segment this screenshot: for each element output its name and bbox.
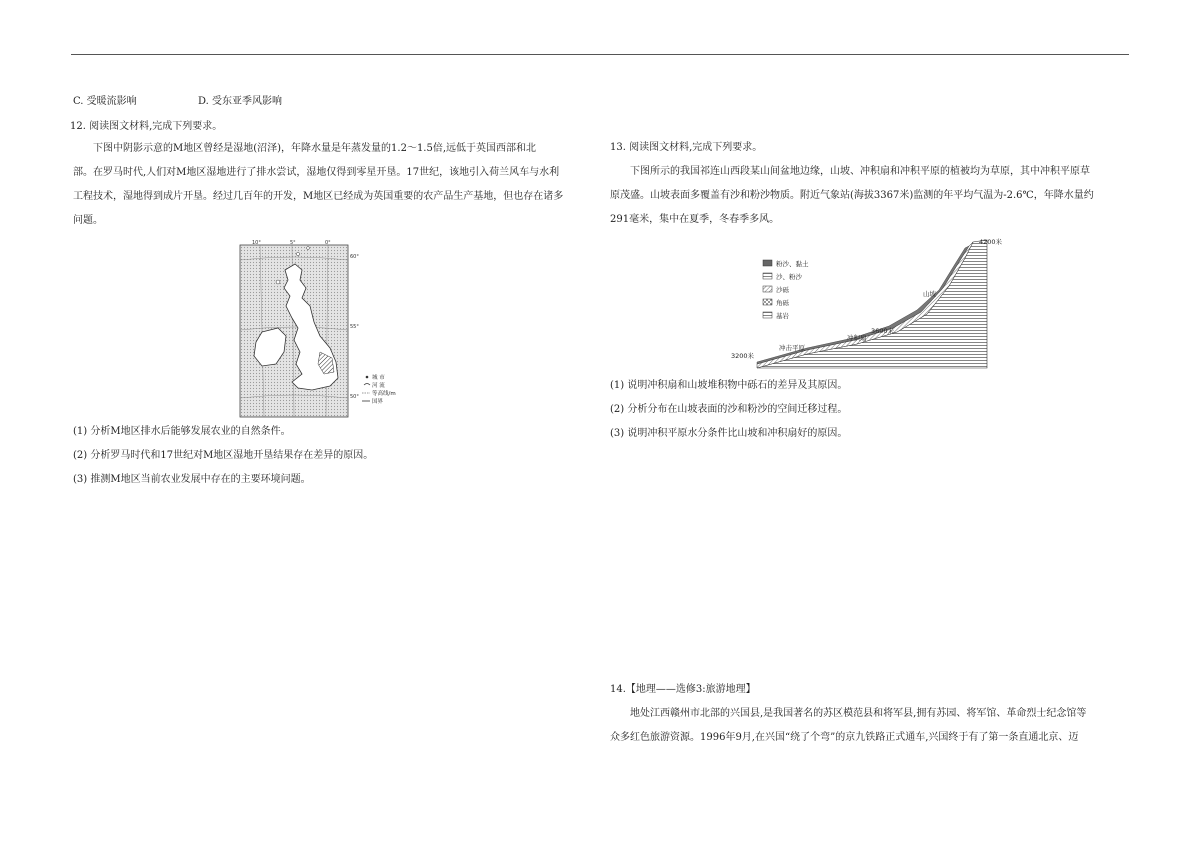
silt-clay-icon <box>763 260 772 266</box>
q12-sub-2: (2) 分析罗马时代和17世纪对M地区湿地开垦结果存在差异的原因。 <box>73 450 374 461</box>
slope-profile-diagram <box>727 236 1027 372</box>
svg-text:55°: 55° <box>350 324 359 330</box>
sand-silt-icon <box>763 273 772 279</box>
label-plain: 冲击平原 <box>779 344 805 352</box>
q12-sub-1: (1) 分析M地区排水后能够发展农业的自然条件。 <box>73 426 291 437</box>
q12-sub-3: (3) 推测M地区当前农业发展中存在的主要环境问题。 <box>73 474 311 485</box>
svg-text:60°: 60° <box>350 254 359 260</box>
option-d: D. 受东亚季风影响 <box>198 96 283 107</box>
q12-para-line: 工程技术，湿地得到成片开垦。经过几百年的开发，M地区已经成为英国重要的农产品生产基地，但也存在诸多 <box>73 191 564 202</box>
q14-para-line: 众多红色旅游资源。1996年9月,在兴国“绕了个弯”的京九铁路正式通车,兴国终于有了第一条直通北京、迈 <box>610 732 1079 743</box>
q13-para-line: 下图所示的我国祁连山西段某山间盆地边缘，山坡、冲积扇和冲积平原的植被均为草原，其中冲积平原草 <box>630 166 1090 177</box>
label-fan: 冲积扇 <box>847 334 867 342</box>
label-3200: 3200米 <box>731 352 755 360</box>
q13-sub-2: (2) 分析分布在山坡表面的沙和粉沙的空间迁移过程。 <box>610 404 848 415</box>
svg-text:沙砾: 沙砾 <box>776 286 789 294</box>
svg-text:粉沙、黏土: 粉沙、黏土 <box>776 260 809 268</box>
britain-map <box>240 240 396 418</box>
q13-para-line: 原茂盛。山坡表面多覆盖有沙和粉沙物质。附近气象站(海拔3367米)监测的年平均气温为-2.6℃，年降水量约 <box>610 190 1094 201</box>
q12-para-line: 下图中阴影示意的M地区曾经是湿地(沼泽)，年降水量是年蒸发量的1.2～1.5倍,远低于英国西部和北 <box>93 143 537 154</box>
q13-sub-3: (3) 说明冲积平原水分条件比山坡和冲积扇好的原因。 <box>610 428 848 439</box>
q14-para-line: 地处江西赣州市北部的兴国县,是我国著名的苏区模范县和将军县,拥有苏园、将军馆、革命烈士纪念馆等 <box>630 708 1087 719</box>
river-icon <box>364 384 370 386</box>
q12-para-line: 问题。 <box>73 215 103 226</box>
header-rule <box>71 54 1129 55</box>
q13-title: 13. 阅读图文材料,完成下列要求。 <box>610 142 763 153</box>
svg-text:50°: 50° <box>350 394 359 400</box>
svg-text:河 流: 河 流 <box>372 383 385 389</box>
svg-text:角砾: 角砾 <box>776 299 789 307</box>
map-legend <box>362 373 396 405</box>
svg-text:城 市: 城 市 <box>372 375 385 381</box>
bedrock-icon <box>763 312 772 318</box>
label-3600: 3600米 <box>871 327 895 335</box>
label-mountain: 山坡 <box>923 290 936 298</box>
city-icon <box>366 376 369 379</box>
q13-para-line: 291毫米，集中在夏季，冬春季多风。 <box>610 214 780 225</box>
svg-text:沙、粉沙: 沙、粉沙 <box>776 273 802 281</box>
options-row <box>73 95 473 109</box>
option-c: C. 受暖流影响 <box>73 96 137 107</box>
svg-text:10°: 10° <box>252 240 261 246</box>
svg-text:等高线/m: 等高线/m <box>372 391 396 397</box>
q14-title: 14.【地理——选修3:旅游地理】 <box>610 684 756 695</box>
svg-text:5°: 5° <box>290 240 296 246</box>
svg-text:基岩: 基岩 <box>776 312 789 320</box>
svg-text:0°: 0° <box>325 240 331 246</box>
q13-sub-1: (1) 说明冲积扇和山坡堆积物中砾石的差异及其原因。 <box>610 380 848 391</box>
svg-text:国界: 国界 <box>372 399 384 405</box>
slope-legend <box>763 259 809 320</box>
q12-para-line: 部。在罗马时代,人们对M地区湿地进行了排水尝试，湿地仅得到零星开垦。17世纪，该地引入荷兰风车与水利 <box>73 167 560 178</box>
q12-title: 12. 阅读图文材料,完成下列要求。 <box>70 121 223 132</box>
label-peak: 4200米 <box>979 238 1003 246</box>
breccia-icon <box>763 299 772 305</box>
gravel-icon <box>763 286 772 292</box>
